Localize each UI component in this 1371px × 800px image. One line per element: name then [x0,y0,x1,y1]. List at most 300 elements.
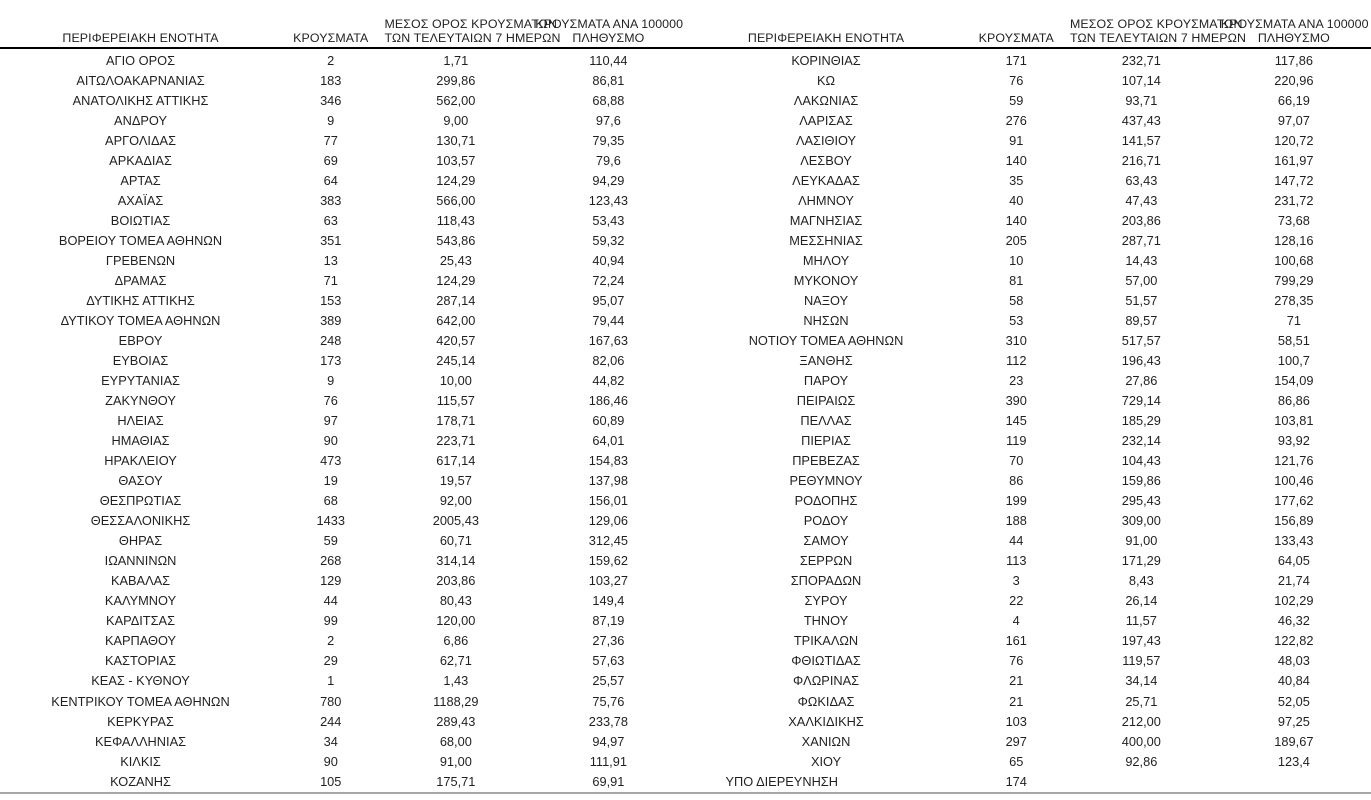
per100k-cell: 120,72 [1217,131,1371,151]
table-row [0,451,686,471]
avg7-cell: 104,43 [1066,451,1217,471]
cases-cell: 59 [967,91,1066,111]
region-cell: ΚΑΡΠΑΘΟΥ [0,631,281,651]
region-cell: ΚΑΡΔΙΤΣΑΣ [0,611,281,631]
avg7-cell: 295,43 [1066,491,1217,511]
table-row [686,131,1371,151]
table-row [686,431,1371,451]
cases-cell: 40 [967,191,1066,211]
cases-cell: 58 [967,291,1066,311]
table-row [0,772,686,793]
per100k-cell: 799,29 [1217,271,1371,291]
table-row [0,151,686,171]
per100k-cell: 220,96 [1217,71,1371,91]
per100k-cell: 66,19 [1217,91,1371,111]
cases-cell: 276 [967,111,1066,131]
column-header-region-line2: ΠΕΡΙΦΕΡΕΙΑΚΗ ΕΝΟΤΗΤΑ [690,31,963,45]
cases-cell: 174 [967,772,1066,793]
region-cell: ΘΕΣΠΡΩΤΙΑΣ [0,491,281,511]
cases-cell: 1433 [281,511,380,531]
region-cell: ΗΡΑΚΛΕΙΟΥ [0,451,281,471]
cases-cell: 4 [967,611,1066,631]
region-cell: ΡΟΔΟΥ [686,511,967,531]
cases-cell: 10 [967,251,1066,271]
table-row [0,71,686,91]
table-row [0,371,686,391]
cases-cell: 346 [281,91,380,111]
per100k-cell: 95,07 [531,291,685,311]
table-row [686,591,1371,611]
region-cell: ΑΡΚΑΔΙΑΣ [0,151,281,171]
cases-cell: 68 [281,491,380,511]
avg7-cell: 11,57 [1066,611,1217,631]
cases-cell: 21 [967,671,1066,691]
cases-cell: 2 [281,50,380,71]
per100k-cell: 27,36 [531,631,685,651]
per100k-cell: 44,82 [531,371,685,391]
cases-cell: 29 [281,651,380,671]
region-cell: ΡΕΘΥΜΝΟΥ [686,471,967,491]
region-cell: ΚΟΡΙΝΘΙΑΣ [686,50,967,71]
region-cell: ΠΕΛΛΑΣ [686,411,967,431]
table-row [686,611,1371,631]
region-cell: ΗΜΑΘΙΑΣ [0,431,281,451]
avg7-cell: 6,86 [380,631,531,651]
avg7-cell: 171,29 [1066,551,1217,571]
cases-cell: 76 [967,651,1066,671]
table-header-right [686,0,1371,50]
cases-cell: 351 [281,231,380,251]
region-cell: ΛΕΥΚΑΔΑΣ [686,171,967,191]
column-header-per100k-line1: ΚΡΟΥΣΜΑΤΑ ΑΝΑ 100000 [1221,17,1367,31]
avg7-cell: 51,57 [1066,291,1217,311]
region-cell: ΛΑΚΩΝΙΑΣ [686,91,967,111]
avg7-cell: 9,00 [380,111,531,131]
region-cell: ΛΕΣΒΟΥ [686,151,967,171]
per100k-cell: 72,24 [531,271,685,291]
table-row [686,571,1371,591]
table-row [0,591,686,611]
per100k-cell [1217,772,1371,793]
covid-table-right [686,0,1371,800]
region-cell: ΕΥΡΥΤΑΝΙΑΣ [0,371,281,391]
per100k-cell: 69,91 [531,772,685,793]
per100k-cell: 233,78 [531,712,685,732]
avg7-cell: 309,00 [1066,511,1217,531]
per100k-cell: 177,62 [1217,491,1371,511]
table-row [686,471,1371,491]
avg7-cell: 14,43 [1066,251,1217,271]
region-cell: ΑΓΙΟ ΟΡΟΣ [0,50,281,71]
per100k-cell: 189,67 [1217,732,1371,752]
cases-cell: 113 [967,551,1066,571]
per100k-cell: 312,45 [531,531,685,551]
cases-cell: 90 [281,431,380,451]
table-body-right [686,50,1371,793]
per100k-cell: 94,29 [531,171,685,191]
region-cell: ΜΕΣΣΗΝΙΑΣ [686,231,967,251]
region-cell: ΣΑΜΟΥ [686,531,967,551]
per100k-cell: 57,63 [531,651,685,671]
region-cell: ΦΘΙΩΤΙΔΑΣ [686,651,967,671]
table-row [686,491,1371,511]
per100k-cell: 111,91 [531,752,685,772]
table-row [0,692,686,712]
per100k-cell: 123,4 [1217,752,1371,772]
table-row [0,131,686,151]
cases-cell: 205 [967,231,1066,251]
cases-cell: 53 [967,311,1066,331]
per100k-cell: 93,92 [1217,431,1371,451]
per100k-cell: 122,82 [1217,631,1371,651]
per100k-cell: 68,88 [531,91,685,111]
cases-cell: 70 [967,451,1066,471]
region-cell: ΣΠΟΡΑΔΩΝ [686,571,967,591]
region-cell: ΦΩΚΙΔΑΣ [686,692,967,712]
table-row [686,171,1371,191]
avg7-cell: 400,00 [1066,732,1217,752]
avg7-cell: 2005,43 [380,511,531,531]
avg7-cell: 25,71 [1066,692,1217,712]
region-cell: ΝΑΞΟΥ [686,291,967,311]
avg7-cell: 232,14 [1066,431,1217,451]
per100k-cell: 53,43 [531,211,685,231]
avg7-cell: 223,71 [380,431,531,451]
left-table-half [0,0,686,728]
table-row [0,471,686,491]
cases-cell: 86 [967,471,1066,491]
avg7-cell: 34,14 [1066,671,1217,691]
region-cell: ΚΕΑΣ - ΚΥΘΝΟΥ [0,671,281,691]
table-row [0,191,686,211]
cases-cell: 389 [281,311,380,331]
per100k-cell: 100,7 [1217,351,1371,371]
per100k-cell: 79,44 [531,311,685,331]
region-cell: ΒΟΙΩΤΙΑΣ [0,211,281,231]
region-cell: ΖΑΚΥΝΘΟΥ [0,391,281,411]
per100k-cell: 128,16 [1217,231,1371,251]
table-row [0,531,686,551]
right-table-half [686,0,1371,728]
cases-cell: 199 [967,491,1066,511]
avg7-cell: 47,43 [1066,191,1217,211]
table-row [0,752,686,772]
table-row [0,631,686,651]
avg7-cell: 89,57 [1066,311,1217,331]
avg7-cell: 62,71 [380,651,531,671]
per100k-cell: 59,32 [531,231,685,251]
footer-rule-row [686,793,1371,800]
per100k-cell: 97,25 [1217,712,1371,732]
per100k-cell: 75,76 [531,692,685,712]
column-header-cases-line2: ΚΡΟΥΣΜΑΤΑ [285,31,376,45]
cases-cell: 65 [967,752,1066,772]
cases-cell: 91 [967,131,1066,151]
per100k-cell: 100,46 [1217,471,1371,491]
avg7-cell: 19,57 [380,471,531,491]
table-row [0,712,686,732]
avg7-cell: 299,86 [380,71,531,91]
region-cell: ΠΙΕΡΙΑΣ [686,431,967,451]
table-row [686,151,1371,171]
cases-cell: 161 [967,631,1066,651]
region-cell: ΒΟΡΕΙΟΥ ΤΟΜΕΑ ΑΘΗΝΩΝ [0,231,281,251]
cases-cell: 171 [967,50,1066,71]
region-cell: ΠΑΡΟΥ [686,371,967,391]
region-cell: ΧΙΟΥ [686,752,967,772]
cases-cell: 71 [281,271,380,291]
avg7-cell: 203,86 [1066,211,1217,231]
region-cell: ΘΑΣΟΥ [0,471,281,491]
avg7-cell: 197,43 [1066,631,1217,651]
column-header-avg7-line2: ΤΩΝ ΤΕΛΕΥΤΑΙΩΝ 7 ΗΜΕΡΩΝ [384,31,527,45]
per100k-cell: 154,83 [531,451,685,471]
table-row [686,511,1371,531]
region-cell: ΕΒΡΟΥ [0,331,281,351]
region-cell: ΛΑΡΙΣΑΣ [686,111,967,131]
region-cell: ΠΡΕΒΕΖΑΣ [686,451,967,471]
table-row [686,631,1371,651]
avg7-cell: 8,43 [1066,571,1217,591]
avg7-cell: 566,00 [380,191,531,211]
footer-rule-line [686,793,1371,800]
table-row [0,50,686,71]
table-row [686,651,1371,671]
table-footer-left [0,793,686,800]
region-cell: ΗΛΕΙΑΣ [0,411,281,431]
per100k-cell: 100,68 [1217,251,1371,271]
column-header-avg7-line1: ΜΕΣΟΣ ΟΡΟΣ ΚΡΟΥΣΜΑΤΩΝ [384,17,527,31]
avg7-cell: 1,43 [380,671,531,691]
table-row [0,571,686,591]
cases-cell: 140 [967,211,1066,231]
cases-cell: 97 [281,411,380,431]
per100k-cell: 117,86 [1217,50,1371,71]
table-row [0,111,686,131]
avg7-cell: 420,57 [380,331,531,351]
region-cell: ΚΕΝΤΡΙΚΟΥ ΤΟΜΕΑ ΑΘΗΝΩΝ [0,692,281,712]
table-row [686,712,1371,732]
table-row [686,451,1371,471]
table-row [686,231,1371,251]
per100k-cell: 97,07 [1217,111,1371,131]
avg7-cell: 68,00 [380,732,531,752]
column-header-region [0,0,281,48]
avg7-cell [1066,772,1217,793]
region-cell: ΜΑΓΝΗΣΙΑΣ [686,211,967,231]
table-row [686,351,1371,371]
table-row [686,551,1371,571]
avg7-cell: 287,71 [1066,231,1217,251]
per100k-cell: 79,35 [531,131,685,151]
region-cell: ΚΕΡΚΥΡΑΣ [0,712,281,732]
region-cell: ΧΑΛΚΙΔΙΚΗΣ [686,712,967,732]
table-row [686,752,1371,772]
per100k-cell: 86,86 [1217,391,1371,411]
per100k-cell: 159,62 [531,551,685,571]
avg7-cell: 10,00 [380,371,531,391]
avg7-cell: 25,43 [380,251,531,271]
region-cell: ΔΥΤΙΚΗΣ ΑΤΤΙΚΗΣ [0,291,281,311]
region-cell: ΠΕΙΡΑΙΩΣ [686,391,967,411]
cases-cell: 77 [281,131,380,151]
per100k-cell: 103,81 [1217,411,1371,431]
cases-cell: 9 [281,111,380,131]
table-row [686,251,1371,271]
footer-rule-line [0,793,686,800]
table-row [686,692,1371,712]
table-header-left [0,0,686,50]
cases-cell: 23 [967,371,1066,391]
table-row [686,732,1371,752]
per100k-cell: 64,05 [1217,551,1371,571]
avg7-cell: 729,14 [1066,391,1217,411]
column-header-avg7-line2: ΤΩΝ ΤΕΛΕΥΤΑΙΩΝ 7 ΗΜΕΡΩΝ [1070,31,1213,45]
per100k-cell: 73,68 [1217,211,1371,231]
avg7-cell: 80,43 [380,591,531,611]
cases-cell: 129 [281,571,380,591]
table-row [0,171,686,191]
column-header-cases [281,0,380,48]
cases-cell: 81 [967,271,1066,291]
cases-cell: 183 [281,71,380,91]
table-body-left [0,50,686,793]
column-header-region-line2: ΠΕΡΙΦΕΡΕΙΑΚΗ ΕΝΟΤΗΤΑ [4,31,277,45]
cases-cell: 188 [967,511,1066,531]
avg7-cell: 437,43 [1066,111,1217,131]
avg7-cell: 124,29 [380,171,531,191]
table-row [0,732,686,752]
table-row [0,391,686,411]
per100k-cell: 87,19 [531,611,685,631]
cases-cell: 63 [281,211,380,231]
per100k-cell: 102,29 [1217,591,1371,611]
avg7-cell: 178,71 [380,411,531,431]
avg7-cell: 245,14 [380,351,531,371]
table-row [0,651,686,671]
cases-cell: 390 [967,391,1066,411]
table-row [686,50,1371,71]
avg7-cell: 562,00 [380,91,531,111]
table-row [0,311,686,331]
avg7-cell: 107,14 [1066,71,1217,91]
table-row [0,431,686,451]
cases-cell: 1 [281,671,380,691]
per100k-cell: 137,98 [531,471,685,491]
region-cell: ΛΗΜΝΟΥ [686,191,967,211]
region-cell: ΤΡΙΚΑΛΩΝ [686,631,967,651]
region-cell: ΚΙΛΚΙΣ [0,752,281,772]
header-row [686,0,1371,48]
region-cell: ΝΗΣΩΝ [686,311,967,331]
region-cell: ΑΧΑΪΑΣ [0,191,281,211]
avg7-cell: 212,00 [1066,712,1217,732]
per100k-cell: 97,6 [531,111,685,131]
per100k-cell: 147,72 [1217,171,1371,191]
region-cell: ΚΑΣΤΟΡΙΑΣ [0,651,281,671]
table-row [0,291,686,311]
avg7-cell: 543,86 [380,231,531,251]
table-row [0,671,686,691]
region-cell: ΡΟΔΟΠΗΣ [686,491,967,511]
cases-cell: 22 [967,591,1066,611]
region-cell: ΜΗΛΟΥ [686,251,967,271]
table-footer-right [686,793,1371,800]
table-row [686,391,1371,411]
table-row [0,611,686,631]
cases-cell: 244 [281,712,380,732]
per100k-cell: 156,89 [1217,511,1371,531]
table-row [686,271,1371,291]
avg7-cell: 119,57 [1066,651,1217,671]
per100k-cell: 40,84 [1217,671,1371,691]
table-row [686,531,1371,551]
avg7-cell: 232,71 [1066,50,1217,71]
avg7-cell: 130,71 [380,131,531,151]
per100k-cell: 58,51 [1217,331,1371,351]
region-cell: ΝΟΤΙΟΥ ΤΟΜΕΑ ΑΘΗΝΩΝ [686,331,967,351]
region-cell: ΧΑΝΙΩΝ [686,732,967,752]
cases-cell: 9 [281,371,380,391]
per100k-cell: 103,27 [531,571,685,591]
table-row [686,671,1371,691]
cases-cell: 780 [281,692,380,712]
per100k-cell: 110,44 [531,50,685,71]
per100k-cell: 231,72 [1217,191,1371,211]
table-row [686,191,1371,211]
per100k-cell: 25,57 [531,671,685,691]
table-row [0,411,686,431]
cases-cell: 19 [281,471,380,491]
per100k-cell: 123,43 [531,191,685,211]
avg7-cell: 196,43 [1066,351,1217,371]
cases-cell: 103 [967,712,1066,732]
avg7-cell: 289,43 [380,712,531,732]
table-row [686,411,1371,431]
column-header-avg7-line1: ΜΕΣΟΣ ΟΡΟΣ ΚΡΟΥΣΜΑΤΩΝ [1070,17,1213,31]
avg7-cell: 517,57 [1066,331,1217,351]
avg7-cell: 115,57 [380,391,531,411]
table-row [686,291,1371,311]
avg7-cell: 91,00 [1066,531,1217,551]
cases-cell: 140 [967,151,1066,171]
region-cell: ΦΛΩΡΙΝΑΣ [686,671,967,691]
region-cell: ΚΕΦΑΛΛΗΝΙΑΣ [0,732,281,752]
region-cell: ΛΑΣΙΘΙΟΥ [686,131,967,151]
avg7-cell: 617,14 [380,451,531,471]
region-cell: ΣΥΡΟΥ [686,591,967,611]
cases-cell: 21 [967,692,1066,712]
per100k-cell: 129,06 [531,511,685,531]
table-row [686,111,1371,131]
avg7-cell: 185,29 [1066,411,1217,431]
table-row [686,772,1371,793]
per100k-cell: 71 [1217,311,1371,331]
cases-cell: 112 [967,351,1066,371]
avg7-cell: 120,00 [380,611,531,631]
cases-cell: 69 [281,151,380,171]
per100k-cell: 133,43 [1217,531,1371,551]
per100k-cell: 94,97 [531,732,685,752]
cases-cell: 473 [281,451,380,471]
cases-cell: 105 [281,772,380,793]
cases-cell: 99 [281,611,380,631]
per100k-cell: 40,94 [531,251,685,271]
avg7-cell: 124,29 [380,271,531,291]
region-cell: ΙΩΑΝΝΙΝΩΝ [0,551,281,571]
table-row [686,311,1371,331]
cases-cell: 64 [281,171,380,191]
